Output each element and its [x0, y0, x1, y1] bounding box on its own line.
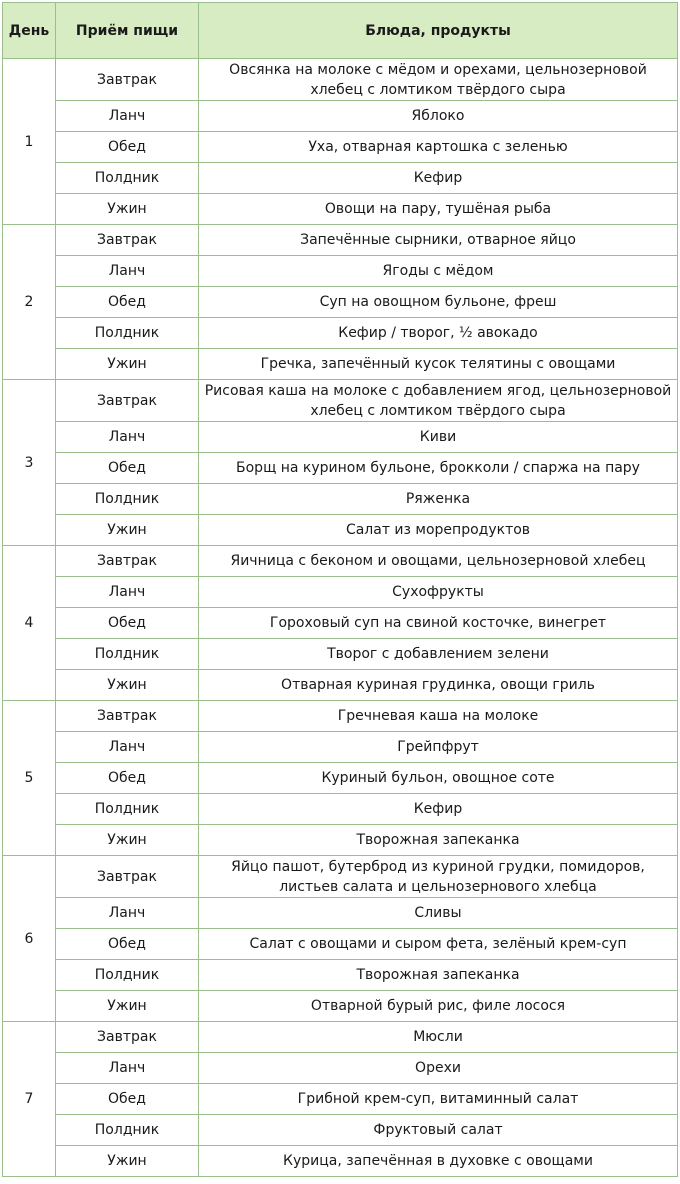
dish-cell: Киви: [199, 422, 678, 453]
meal-name-cell: Завтрак: [56, 1022, 199, 1053]
table-row: [3, 763, 678, 794]
dish-cell: Творожная запеканка: [199, 960, 678, 991]
dish-cell: Овощи на пару, тушёная рыба: [199, 194, 678, 225]
dish-cell: Творог с добавлением зелени: [199, 639, 678, 670]
table-row: [3, 422, 678, 453]
table-row: [3, 577, 678, 608]
meal-name-cell: Завтрак: [56, 59, 199, 101]
header-day: День: [3, 3, 56, 59]
dish-cell: Салат с овощами и сыром фета, зелёный крем-суп: [199, 929, 678, 960]
table-row: [3, 453, 678, 484]
day-number-cell: 1: [3, 59, 56, 225]
table-row: [3, 163, 678, 194]
meal-name-cell: Завтрак: [56, 701, 199, 732]
meal-name-cell: Обед: [56, 132, 199, 163]
day-number-cell: 5: [3, 701, 56, 856]
meal-name-cell: Обед: [56, 608, 199, 639]
day-number-cell: 7: [3, 1022, 56, 1177]
meal-name-cell: Завтрак: [56, 380, 199, 422]
day-number-cell: 4: [3, 546, 56, 701]
dish-cell: Грейпфрут: [199, 732, 678, 763]
table-row: [3, 194, 678, 225]
table-row: [3, 1053, 678, 1084]
dish-cell: Ряженка: [199, 484, 678, 515]
dish-cell: Сухофрукты: [199, 577, 678, 608]
meal-name-cell: Ужин: [56, 194, 199, 225]
meal-plan-table: [2, 2, 678, 1177]
meal-name-cell: Завтрак: [56, 546, 199, 577]
table-row: [3, 1146, 678, 1177]
meal-name-cell: Ужин: [56, 349, 199, 380]
table-row: [3, 929, 678, 960]
table-row: [3, 898, 678, 929]
dish-cell: Фруктовый салат: [199, 1115, 678, 1146]
dish-cell: Гороховый суп на свиной косточке, винегрет: [199, 608, 678, 639]
meal-name-cell: Ланч: [56, 898, 199, 929]
meal-name-cell: Обед: [56, 929, 199, 960]
meal-name-cell: Ужин: [56, 825, 199, 856]
dish-cell: Салат из морепродуктов: [199, 515, 678, 546]
table-header: [3, 3, 678, 59]
dish-cell: Курица, запечённая в духовке с овощами: [199, 1146, 678, 1177]
table-row: [3, 132, 678, 163]
table-row: [3, 318, 678, 349]
meal-name-cell: Ланч: [56, 577, 199, 608]
dish-cell: Уха, отварная картошка с зеленью: [199, 132, 678, 163]
meal-name-cell: Полдник: [56, 163, 199, 194]
meal-name-cell: Ланч: [56, 256, 199, 287]
table-row: [3, 608, 678, 639]
dish-cell: Кефир: [199, 794, 678, 825]
table-row: [3, 484, 678, 515]
meal-name-cell: Ланч: [56, 732, 199, 763]
dish-cell: Отварная куриная грудинка, овощи гриль: [199, 670, 678, 701]
dish-cell: Отварной бурый рис, филе лосося: [199, 991, 678, 1022]
table-row: [3, 101, 678, 132]
table-row: [3, 1022, 678, 1053]
table-row: [3, 825, 678, 856]
meal-name-cell: Полдник: [56, 484, 199, 515]
table-row: [3, 960, 678, 991]
dish-cell: Ягоды с мёдом: [199, 256, 678, 287]
table-row: [3, 225, 678, 256]
table-row: [3, 349, 678, 380]
meal-name-cell: Ужин: [56, 991, 199, 1022]
dish-cell: Яблоко: [199, 101, 678, 132]
day-number-cell: 6: [3, 856, 56, 1022]
table-row: [3, 546, 678, 577]
table-row: [3, 670, 678, 701]
meal-name-cell: Обед: [56, 453, 199, 484]
table-row: [3, 701, 678, 732]
dish-cell: Борщ на курином бульоне, брокколи / спаржа на пару: [199, 453, 678, 484]
header-dishes: Блюда, продукты: [199, 3, 678, 59]
meal-name-cell: Ланч: [56, 1053, 199, 1084]
dish-cell: Гречка, запечённый кусок телятины с овощами: [199, 349, 678, 380]
meal-name-cell: Ужин: [56, 515, 199, 546]
meal-name-cell: Ланч: [56, 101, 199, 132]
meal-name-cell: Полдник: [56, 318, 199, 349]
dish-cell: Сливы: [199, 898, 678, 929]
table-row: [3, 515, 678, 546]
table-row: [3, 59, 678, 101]
meal-name-cell: Ужин: [56, 1146, 199, 1177]
dish-cell: Яичница с беконом и овощами, цельнозерновой хлебец: [199, 546, 678, 577]
meal-name-cell: Завтрак: [56, 225, 199, 256]
table-row: [3, 856, 678, 898]
meal-name-cell: Обед: [56, 763, 199, 794]
table-row: [3, 256, 678, 287]
meal-name-cell: Полдник: [56, 639, 199, 670]
dish-cell: Орехи: [199, 1053, 678, 1084]
dish-cell: Творожная запеканка: [199, 825, 678, 856]
dish-cell: Запечённые сырники, отварное яйцо: [199, 225, 678, 256]
header-row: [3, 3, 678, 59]
dish-cell: Куриный бульон, овощное соте: [199, 763, 678, 794]
dish-cell: Грибной крем-суп, витаминный салат: [199, 1084, 678, 1115]
day-number-cell: 2: [3, 225, 56, 380]
dish-cell: Кефир: [199, 163, 678, 194]
meal-name-cell: Завтрак: [56, 856, 199, 898]
table-row: [3, 287, 678, 318]
table-row: [3, 639, 678, 670]
meal-name-cell: Полдник: [56, 794, 199, 825]
table-row: [3, 991, 678, 1022]
table-row: [3, 732, 678, 763]
dish-cell: Мюсли: [199, 1022, 678, 1053]
dish-cell: Овсянка на молоке с мёдом и орехами, цельнозерновой хлебец с ломтиком твёрдого сыра: [199, 59, 678, 101]
meal-name-cell: Обед: [56, 1084, 199, 1115]
table-row: [3, 380, 678, 422]
table-row: [3, 1084, 678, 1115]
meal-name-cell: Ужин: [56, 670, 199, 701]
meal-name-cell: Полдник: [56, 960, 199, 991]
dish-cell: Суп на овощном бульоне, фреш: [199, 287, 678, 318]
table-row: [3, 1115, 678, 1146]
dish-cell: Кефир / творог, ½ авокадо: [199, 318, 678, 349]
header-meal: Приём пищи: [56, 3, 199, 59]
table-body: [3, 59, 678, 1177]
dish-cell: Гречневая каша на молоке: [199, 701, 678, 732]
day-number-cell: 3: [3, 380, 56, 546]
table-row: [3, 794, 678, 825]
meal-name-cell: Ланч: [56, 422, 199, 453]
dish-cell: Яйцо пашот, бутерброд из куриной грудки, помидоров, листьев салата и цельнозернового хлебца: [199, 856, 678, 898]
meal-name-cell: Полдник: [56, 1115, 199, 1146]
meal-name-cell: Обед: [56, 287, 199, 318]
dish-cell: Рисовая каша на молоке с добавлением ягод, цельнозерновой хлебец с ломтиком твёрдого сыра: [199, 380, 678, 422]
